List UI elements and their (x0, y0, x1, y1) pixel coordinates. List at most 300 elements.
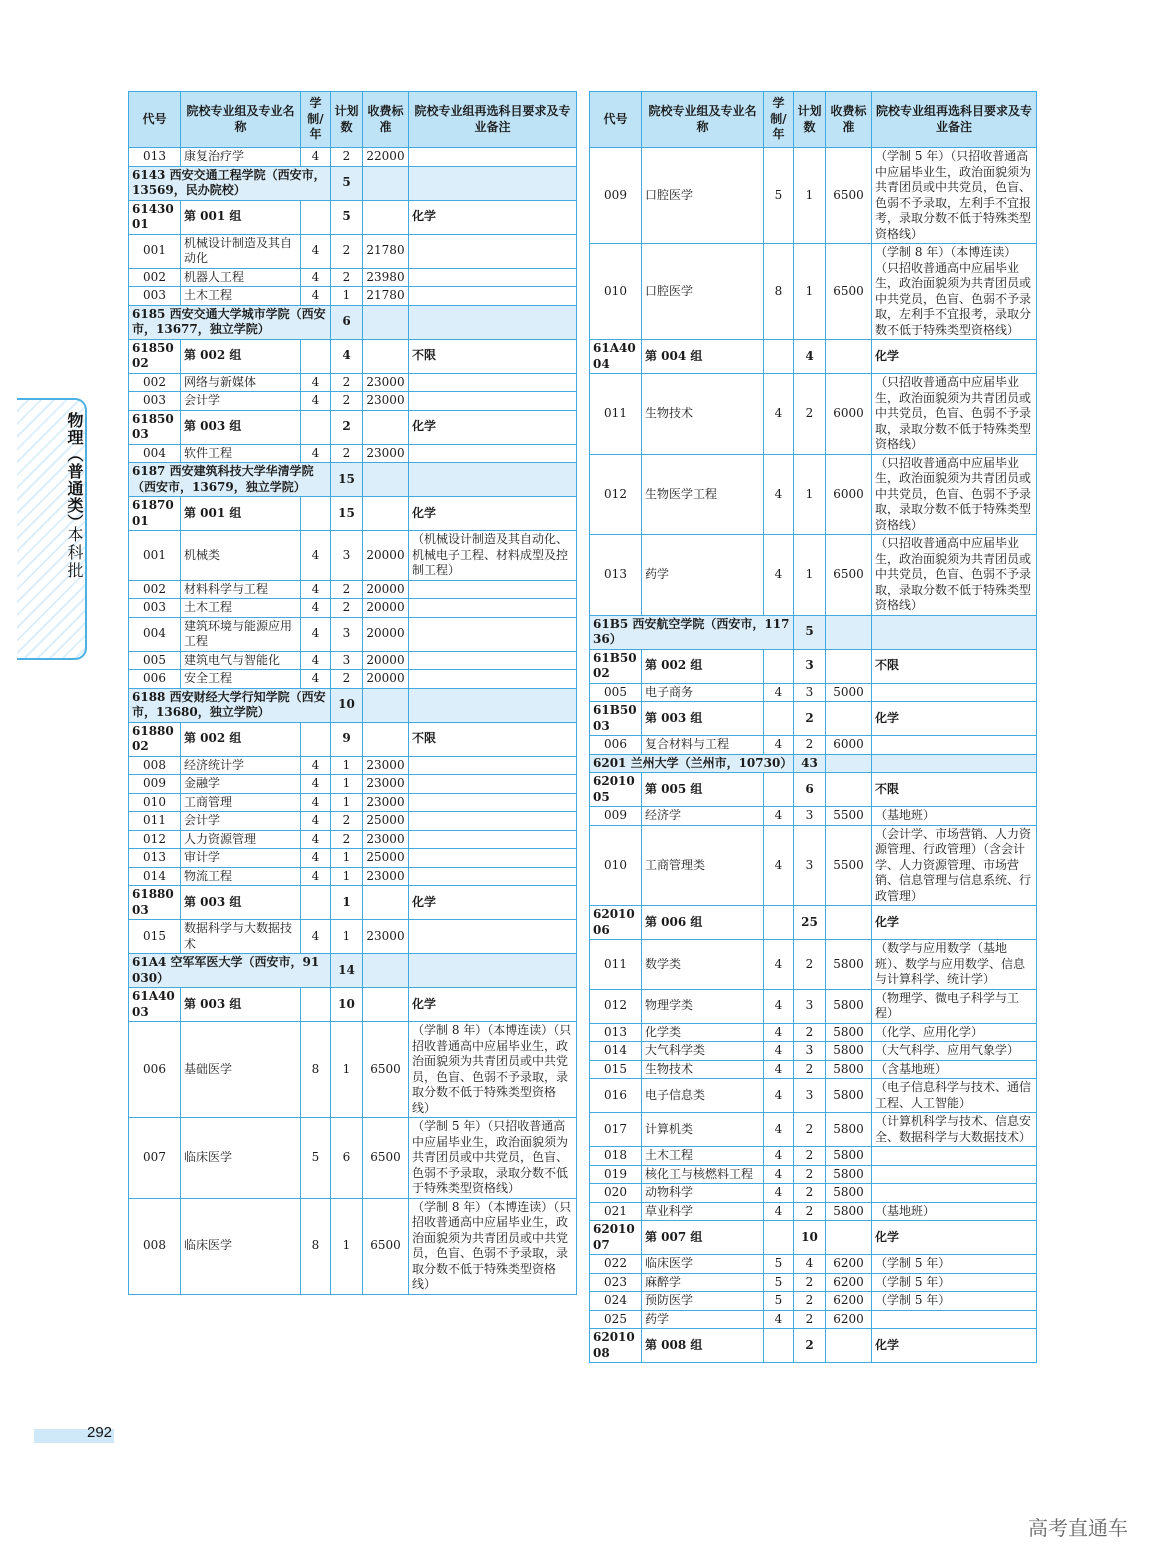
major-code: 019 (590, 1165, 642, 1184)
subject-requirement: 不限 (409, 722, 577, 756)
fee-cell (363, 954, 409, 988)
plan-count: 6 (331, 1118, 363, 1199)
tuition-fee: 5800 (826, 1060, 872, 1079)
major-row (590, 535, 1037, 616)
group-code: 61B5003 (590, 702, 642, 736)
plan-count: 1 (331, 793, 363, 812)
header-code: 代号 (590, 92, 642, 148)
study-years: 4 (764, 1060, 794, 1079)
tuition-fee: 23000 (363, 793, 409, 812)
plan-count: 3 (331, 617, 363, 651)
plan-count: 25 (794, 906, 826, 940)
fee-cell (826, 615, 872, 649)
fee-cell (363, 886, 409, 920)
school-name: 6187 西安建筑科技大学华清学院（西安市，13679，独立学院） (129, 463, 331, 497)
major-code: 003 (129, 392, 181, 411)
tuition-fee: 5800 (826, 1042, 872, 1061)
plan-count: 2 (331, 392, 363, 411)
group-row (129, 722, 577, 756)
plan-count: 14 (331, 954, 363, 988)
study-years: 4 (301, 444, 331, 463)
major-row (129, 148, 577, 167)
major-code: 008 (129, 1198, 181, 1294)
study-years: 4 (301, 830, 331, 849)
tuition-fee: 23000 (363, 392, 409, 411)
tuition-fee: 5000 (826, 683, 872, 702)
major-name: 预防医学 (642, 1292, 764, 1311)
major-note (872, 1184, 1037, 1203)
major-row (590, 1079, 1037, 1113)
years-cell (764, 649, 794, 683)
study-years: 5 (301, 1118, 331, 1199)
tuition-fee: 6500 (826, 148, 872, 244)
major-note (409, 580, 577, 599)
major-name: 工商管理 (181, 793, 301, 812)
group-code: 61B5002 (590, 649, 642, 683)
plan-count: 1 (331, 756, 363, 775)
major-code: 020 (590, 1184, 642, 1203)
header-years: 学制/年 (764, 92, 794, 148)
study-years: 4 (301, 920, 331, 954)
major-note (409, 444, 577, 463)
subject-requirement: 化学 (409, 886, 577, 920)
major-note (409, 373, 577, 392)
school-name: 61A4 空军军医大学（西安市，91030） (129, 954, 331, 988)
plan-count: 6 (794, 773, 826, 807)
major-row (590, 454, 1037, 535)
major-name: 人力资源管理 (181, 830, 301, 849)
major-row (129, 444, 577, 463)
fee-cell (363, 722, 409, 756)
major-code: 012 (129, 830, 181, 849)
major-name: 会计学 (181, 392, 301, 411)
major-note: （化学、应用化学） (872, 1023, 1037, 1042)
study-years: 4 (764, 454, 794, 535)
tuition-fee: 22000 (363, 148, 409, 167)
major-code: 008 (129, 756, 181, 775)
fee-cell (826, 906, 872, 940)
major-name: 机械类 (181, 531, 301, 581)
group-code: 6201006 (590, 906, 642, 940)
plan-count: 1 (331, 287, 363, 306)
major-name: 复合材料与工程 (642, 736, 764, 755)
major-row (590, 1165, 1037, 1184)
tuition-fee: 20000 (363, 617, 409, 651)
plan-count: 1 (794, 148, 826, 244)
school-row (129, 166, 577, 200)
major-note (409, 599, 577, 618)
study-years: 4 (764, 736, 794, 755)
plan-count: 3 (794, 649, 826, 683)
fee-cell (363, 200, 409, 234)
major-note: （只招收普通高中应届毕业生，政治面貌须为共青团员或中共党员，色盲、色弱不予录取，录取分数不低于特殊类型资格线） (872, 454, 1037, 535)
plan-count: 4 (331, 339, 363, 373)
major-row (590, 148, 1037, 244)
plan-count: 10 (794, 1221, 826, 1255)
subject-requirement: 不限 (872, 649, 1037, 683)
major-name: 物流工程 (181, 867, 301, 886)
study-years: 4 (764, 1184, 794, 1203)
years-cell (764, 773, 794, 807)
major-row (129, 599, 577, 618)
tuition-fee: 25000 (363, 849, 409, 868)
plan-count: 4 (794, 340, 826, 374)
tuition-fee: 5800 (826, 940, 872, 990)
study-years: 4 (764, 1042, 794, 1061)
years-cell (764, 702, 794, 736)
admission-table-left (128, 91, 577, 1295)
major-code: 002 (129, 580, 181, 599)
plan-count: 5 (794, 615, 826, 649)
study-years: 4 (301, 670, 331, 689)
major-note: （学制 5 年）（只招收普通高中应届毕业生，政治面貌须为共青团员或中共党员，色盲、色弱不予录取，左利手不宜报考，录取分数不低于特殊类型资格线） (872, 148, 1037, 244)
header-code: 代号 (129, 92, 181, 148)
group-name: 第 003 组 (181, 988, 301, 1022)
plan-count: 5 (331, 200, 363, 234)
major-note (409, 812, 577, 831)
plan-count: 2 (794, 1165, 826, 1184)
header-plan: 计划数 (331, 92, 363, 148)
major-row (590, 244, 1037, 340)
years-cell (764, 340, 794, 374)
study-years: 4 (764, 807, 794, 826)
major-name: 基础医学 (181, 1022, 301, 1118)
major-code: 006 (590, 736, 642, 755)
plan-count: 1 (331, 867, 363, 886)
plan-count: 3 (794, 989, 826, 1023)
fee-cell (363, 463, 409, 497)
major-row (129, 268, 577, 287)
major-code: 015 (590, 1060, 642, 1079)
tuition-fee: 20000 (363, 531, 409, 581)
major-row (590, 1310, 1037, 1329)
major-row (590, 1202, 1037, 1221)
group-code: 61A4003 (129, 988, 181, 1022)
study-years: 4 (764, 1023, 794, 1042)
plan-count: 6 (331, 305, 363, 339)
major-name: 土木工程 (181, 599, 301, 618)
header-fee: 收费标准 (363, 92, 409, 148)
plan-count: 2 (794, 1060, 826, 1079)
tuition-fee: 20000 (363, 580, 409, 599)
study-years: 4 (301, 392, 331, 411)
study-years: 5 (764, 1292, 794, 1311)
plan-count: 2 (331, 268, 363, 287)
school-row (590, 615, 1037, 649)
major-code: 010 (129, 793, 181, 812)
tuition-fee: 5800 (826, 1165, 872, 1184)
fee-cell (363, 688, 409, 722)
header-note: 院校专业组再选科目要求及专业备注 (872, 92, 1037, 148)
plan-count: 1 (794, 535, 826, 616)
tuition-fee: 23000 (363, 867, 409, 886)
plan-count: 10 (331, 688, 363, 722)
subject-requirement: 化学 (872, 1221, 1037, 1255)
group-row (129, 497, 577, 531)
plan-count: 15 (331, 497, 363, 531)
tuition-fee: 23000 (363, 756, 409, 775)
major-row (129, 1022, 577, 1118)
major-code: 014 (590, 1042, 642, 1061)
note-cell (409, 688, 577, 722)
major-name: 数据科学与大数据技术 (181, 920, 301, 954)
tuition-fee: 6200 (826, 1273, 872, 1292)
fee-cell (826, 1221, 872, 1255)
major-note (409, 920, 577, 954)
group-row (590, 1221, 1037, 1255)
major-row (590, 1113, 1037, 1147)
major-code: 025 (590, 1310, 642, 1329)
major-code: 002 (129, 268, 181, 287)
tuition-fee: 5800 (826, 1113, 872, 1147)
study-years: 4 (301, 617, 331, 651)
study-years: 5 (764, 1273, 794, 1292)
tuition-fee: 5800 (826, 1202, 872, 1221)
plan-count: 2 (331, 410, 363, 444)
study-years: 4 (301, 287, 331, 306)
major-row (129, 756, 577, 775)
major-code: 024 (590, 1292, 642, 1311)
group-name: 第 004 组 (642, 340, 764, 374)
major-name: 土木工程 (181, 287, 301, 306)
study-years: 4 (301, 793, 331, 812)
major-code: 012 (590, 454, 642, 535)
major-code: 002 (129, 373, 181, 392)
major-row (590, 807, 1037, 826)
fee-cell (363, 410, 409, 444)
major-name: 动物科学 (642, 1184, 764, 1203)
tuition-fee: 6500 (363, 1198, 409, 1294)
plan-count: 2 (331, 670, 363, 689)
major-note: （大气科学、应用气象学） (872, 1042, 1037, 1061)
group-row (590, 1329, 1037, 1363)
school-name: 6201 兰州大学（兰州市，10730） (590, 754, 794, 773)
major-row (590, 1147, 1037, 1166)
study-years: 4 (301, 812, 331, 831)
plan-count: 2 (331, 830, 363, 849)
major-note: （机械设计制造及其自动化、机械电子工程、材料成型及控制工程） (409, 531, 577, 581)
group-row (129, 339, 577, 373)
plan-count: 1 (331, 775, 363, 794)
major-note: （学制 5 年） (872, 1292, 1037, 1311)
major-note: （电子信息科学与技术、通信工程、人工智能） (872, 1079, 1037, 1113)
major-note: （基地班） (872, 807, 1037, 826)
major-code: 014 (129, 867, 181, 886)
study-years: 4 (764, 374, 794, 455)
admission-table-right (589, 91, 1037, 1363)
major-name: 临床医学 (181, 1198, 301, 1294)
page-number: 292 (87, 1424, 113, 1441)
plan-count: 10 (331, 988, 363, 1022)
subject-requirement: 化学 (872, 906, 1037, 940)
study-years: 4 (301, 531, 331, 581)
major-name: 金融学 (181, 775, 301, 794)
fee-cell (826, 1329, 872, 1363)
major-code: 013 (590, 535, 642, 616)
study-years: 4 (764, 825, 794, 906)
major-code: 003 (129, 599, 181, 618)
tuition-fee: 6500 (363, 1022, 409, 1118)
plan-count: 2 (794, 1273, 826, 1292)
major-note: （学制 8 年）（本博连读）（只招收普通高中应届毕业生，政治面貌须为共青团员或中共党员，色盲、色弱不予录取，左利手不宜报考，录取分数不低于特殊类型资格线） (872, 244, 1037, 340)
major-name: 安全工程 (181, 670, 301, 689)
major-note (409, 617, 577, 651)
plan-count: 1 (794, 244, 826, 340)
major-note (872, 683, 1037, 702)
plan-count: 5 (331, 166, 363, 200)
major-code: 011 (129, 812, 181, 831)
group-name: 第 003 组 (181, 410, 301, 444)
major-name: 计算机类 (642, 1113, 764, 1147)
group-name: 第 001 组 (181, 200, 301, 234)
major-code: 021 (590, 1202, 642, 1221)
years-cell (301, 339, 331, 373)
plan-count: 2 (794, 1023, 826, 1042)
major-name: 口腔医学 (642, 244, 764, 340)
major-row (129, 531, 577, 581)
major-row (129, 670, 577, 689)
study-years: 8 (301, 1022, 331, 1118)
major-note (409, 234, 577, 268)
major-name: 审计学 (181, 849, 301, 868)
group-code: 6187001 (129, 497, 181, 531)
header-years: 学制/年 (301, 92, 331, 148)
group-name: 第 008 组 (642, 1329, 764, 1363)
plan-count: 3 (794, 1079, 826, 1113)
plan-count: 1 (794, 454, 826, 535)
group-code: 6201007 (590, 1221, 642, 1255)
fee-cell (363, 166, 409, 200)
fee-cell (826, 702, 872, 736)
study-years: 4 (764, 1202, 794, 1221)
major-note (409, 148, 577, 167)
table-header (129, 92, 577, 148)
study-years: 4 (764, 989, 794, 1023)
major-name: 临床医学 (642, 1255, 764, 1274)
fee-cell (826, 649, 872, 683)
major-name: 经济学 (642, 807, 764, 826)
major-name: 土木工程 (642, 1147, 764, 1166)
major-note: （学制 8 年）（本博连读）（只招收普通高中应届毕业生，政治面貌须为共青团员或中共党员，色盲、色弱不予录取，录取分数不低于特殊类型资格线） (409, 1022, 577, 1118)
major-row (590, 1273, 1037, 1292)
major-code: 016 (590, 1079, 642, 1113)
major-row (129, 580, 577, 599)
plan-count: 2 (794, 374, 826, 455)
tuition-fee: 5800 (826, 989, 872, 1023)
major-note: （学制 5 年） (872, 1273, 1037, 1292)
plan-count: 3 (331, 531, 363, 581)
major-row (129, 651, 577, 670)
major-note (409, 849, 577, 868)
tuition-fee: 23000 (363, 373, 409, 392)
tuition-fee: 25000 (363, 812, 409, 831)
plan-count: 1 (331, 886, 363, 920)
major-code: 005 (590, 683, 642, 702)
major-note: （计算机科学与技术、信息安全、数据科学与大数据技术） (872, 1113, 1037, 1147)
tuition-fee: 21780 (363, 234, 409, 268)
major-code: 018 (590, 1147, 642, 1166)
major-name: 药学 (642, 535, 764, 616)
major-code: 006 (129, 1022, 181, 1118)
tuition-fee: 6500 (826, 244, 872, 340)
plan-count: 2 (794, 702, 826, 736)
major-code: 009 (590, 807, 642, 826)
major-row (129, 234, 577, 268)
subject-requirement: 不限 (409, 339, 577, 373)
major-row (129, 392, 577, 411)
plan-count: 1 (331, 849, 363, 868)
tuition-fee: 6200 (826, 1292, 872, 1311)
major-name: 电子信息类 (642, 1079, 764, 1113)
group-row (590, 773, 1037, 807)
study-years: 4 (764, 940, 794, 990)
fee-cell (363, 305, 409, 339)
note-cell (409, 463, 577, 497)
major-note: （只招收普通高中应届毕业生，政治面貌须为共青团员或中共党员，色盲、色弱不予录取，录取分数不低于特殊类型资格线） (872, 535, 1037, 616)
tuition-fee: 23000 (363, 920, 409, 954)
plan-count: 1 (331, 1022, 363, 1118)
group-row (129, 410, 577, 444)
years-cell (764, 1221, 794, 1255)
major-row (590, 825, 1037, 906)
group-code: 6201005 (590, 773, 642, 807)
tuition-fee: 6200 (826, 1310, 872, 1329)
group-code: 6188003 (129, 886, 181, 920)
plan-count: 3 (794, 1042, 826, 1061)
major-row (590, 1292, 1037, 1311)
major-note: （只招收普通高中应届毕业生，政治面貌须为共青团员或中共党员，色盲、色弱不予录取，录取分数不低于特殊类型资格线） (872, 374, 1037, 455)
group-name: 第 003 组 (181, 886, 301, 920)
school-row (129, 954, 577, 988)
major-name: 机械设计制造及其自动化 (181, 234, 301, 268)
fee-cell (363, 988, 409, 1022)
study-years: 4 (764, 1113, 794, 1147)
plan-count: 2 (331, 148, 363, 167)
plan-count: 2 (794, 1184, 826, 1203)
header-name: 院校专业组及专业名称 (181, 92, 301, 148)
fee-cell (826, 773, 872, 807)
note-cell (872, 754, 1037, 773)
side-tab-category: 物理（普通类） (65, 412, 84, 531)
group-code: 6201008 (590, 1329, 642, 1363)
major-name: 软件工程 (181, 444, 301, 463)
subject-requirement: 化学 (409, 497, 577, 531)
study-years: 4 (301, 849, 331, 868)
group-name: 第 006 组 (642, 906, 764, 940)
plan-count: 2 (794, 736, 826, 755)
major-row (590, 1023, 1037, 1042)
major-note (872, 1147, 1037, 1166)
group-row (590, 340, 1037, 374)
major-code: 005 (129, 651, 181, 670)
plan-count: 3 (794, 683, 826, 702)
plan-count: 4 (794, 1255, 826, 1274)
major-row (590, 1184, 1037, 1203)
plan-count: 2 (794, 1310, 826, 1329)
major-code: 007 (129, 1118, 181, 1199)
major-name: 网络与新媒体 (181, 373, 301, 392)
major-code: 011 (590, 940, 642, 990)
study-years: 4 (301, 775, 331, 794)
major-row (129, 849, 577, 868)
major-code: 009 (129, 775, 181, 794)
major-name: 生物技术 (642, 374, 764, 455)
note-cell (409, 305, 577, 339)
major-name: 电子商务 (642, 683, 764, 702)
major-row (129, 867, 577, 886)
major-code: 012 (590, 989, 642, 1023)
years-cell (764, 1329, 794, 1363)
